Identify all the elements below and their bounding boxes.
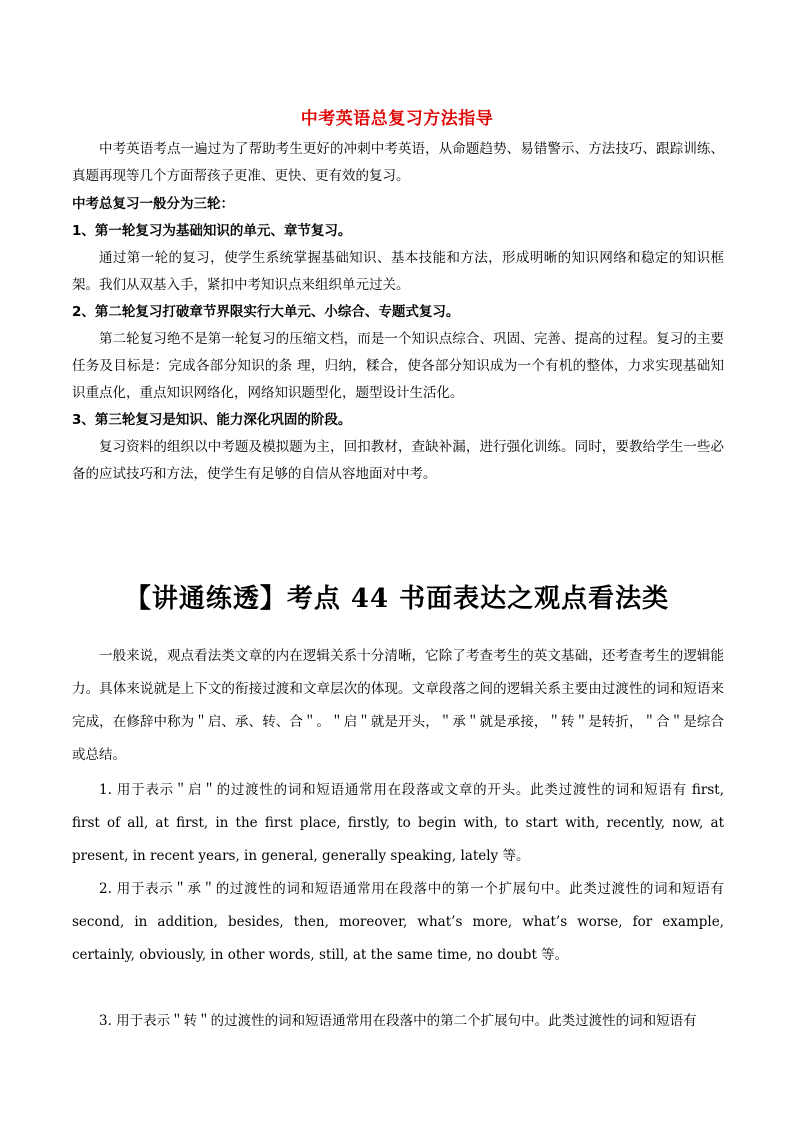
transition-item-2: 2. 用于表示＂承＂的过渡性的词和短语通常用在段落中的第一个扩展句中。此类过渡性的词和短语有 second, in addition, besides, then, moreover, what’s more, what’s worse, for example, certainly, obviously, in other words, still, at the same time, no doubt 等。 <box>72 881 724 963</box>
review-overview-heading: 中考总复习一般分为三轮： <box>72 196 234 212</box>
round1-heading: 1、第一轮复习为基础知识的单元、章节复习。 <box>72 223 352 239</box>
transition-item-1: 1. 用于表示＂启＂的过渡性的词和短语通常用在段落或文章的开头。此类过渡性的词和短语有 first, first of all, at first, in the first place, firstly, to begin with, to start with, recently, now, at present, in recent years, in general, generally speaking, lately 等。 <box>72 782 724 864</box>
intro-title: 中考英语总复习方法指导 <box>300 109 494 129</box>
round2-body: 第二轮复习绝不是第一轮复习的压缩文档，而是一个知识点综合、巩固、完善、提高的过程。复习的主要任务及目标是：完成各部分知识的条 理，归纳，糅合，使各部分知识成为一个有机的整体，力求实现基础知识重点化，重点知识网络化，网络知识题型化，题型设计生活化。 <box>72 331 724 401</box>
round1-body: 通过第一轮的复习，使学生系统掌握基础知识、基本技能和方法，形成明晰的知识网络和稳定的知识框架。我们从双基入手，紧扣中考知识点来组织单元过关。 <box>72 250 724 293</box>
round3-heading: 3、第三轮复习是知识、能力深化巩固的阶段。 <box>72 412 352 428</box>
round2-heading: 2、第二轮复习打破章节界限实行大单元、小综合、专题式复习。 <box>72 304 460 320</box>
round3-body: 复习资料的组织以中考题及模拟题为主，回扣教材，查缺补漏，进行强化训练。同时，要教给学生一些必备的应试技巧和方法，使学生有足够的自信从容地面对中考。 <box>72 439 724 482</box>
lesson-title: 【讲通练透】考点 44 书面表达之观点看法类 <box>124 584 670 614</box>
intro-paragraph: 中考英语考点一遍过为了帮助考生更好的冲刺中考英语，从命题趋势、易错警示、方法技巧、跟踪训练、真题再现等几个方面帮孩子更准、更快、更有效的复习。 <box>72 141 724 184</box>
lesson-intro-paragraph: 一般来说，观点看法类文章的内在逻辑关系十分清晰，它除了考查考生的英文基础，还考查考生的逻辑能力。具体来说就是上下文的衔接过渡和文章层次的体现。文章段落之间的逻辑关系主要由过渡性的词和短语来完成，在修辞中称为＂启、承、转、合＂。＂启＂就是开头，＂承＂就是承接，＂转＂是转折，＂合＂是综合或总结。 <box>72 648 724 763</box>
transition-item-3: 3. 用于表示＂转＂的过渡性的词和短语通常用在段落中的第二个扩展句中。此类过渡性的词和短语有 <box>99 1013 697 1029</box>
